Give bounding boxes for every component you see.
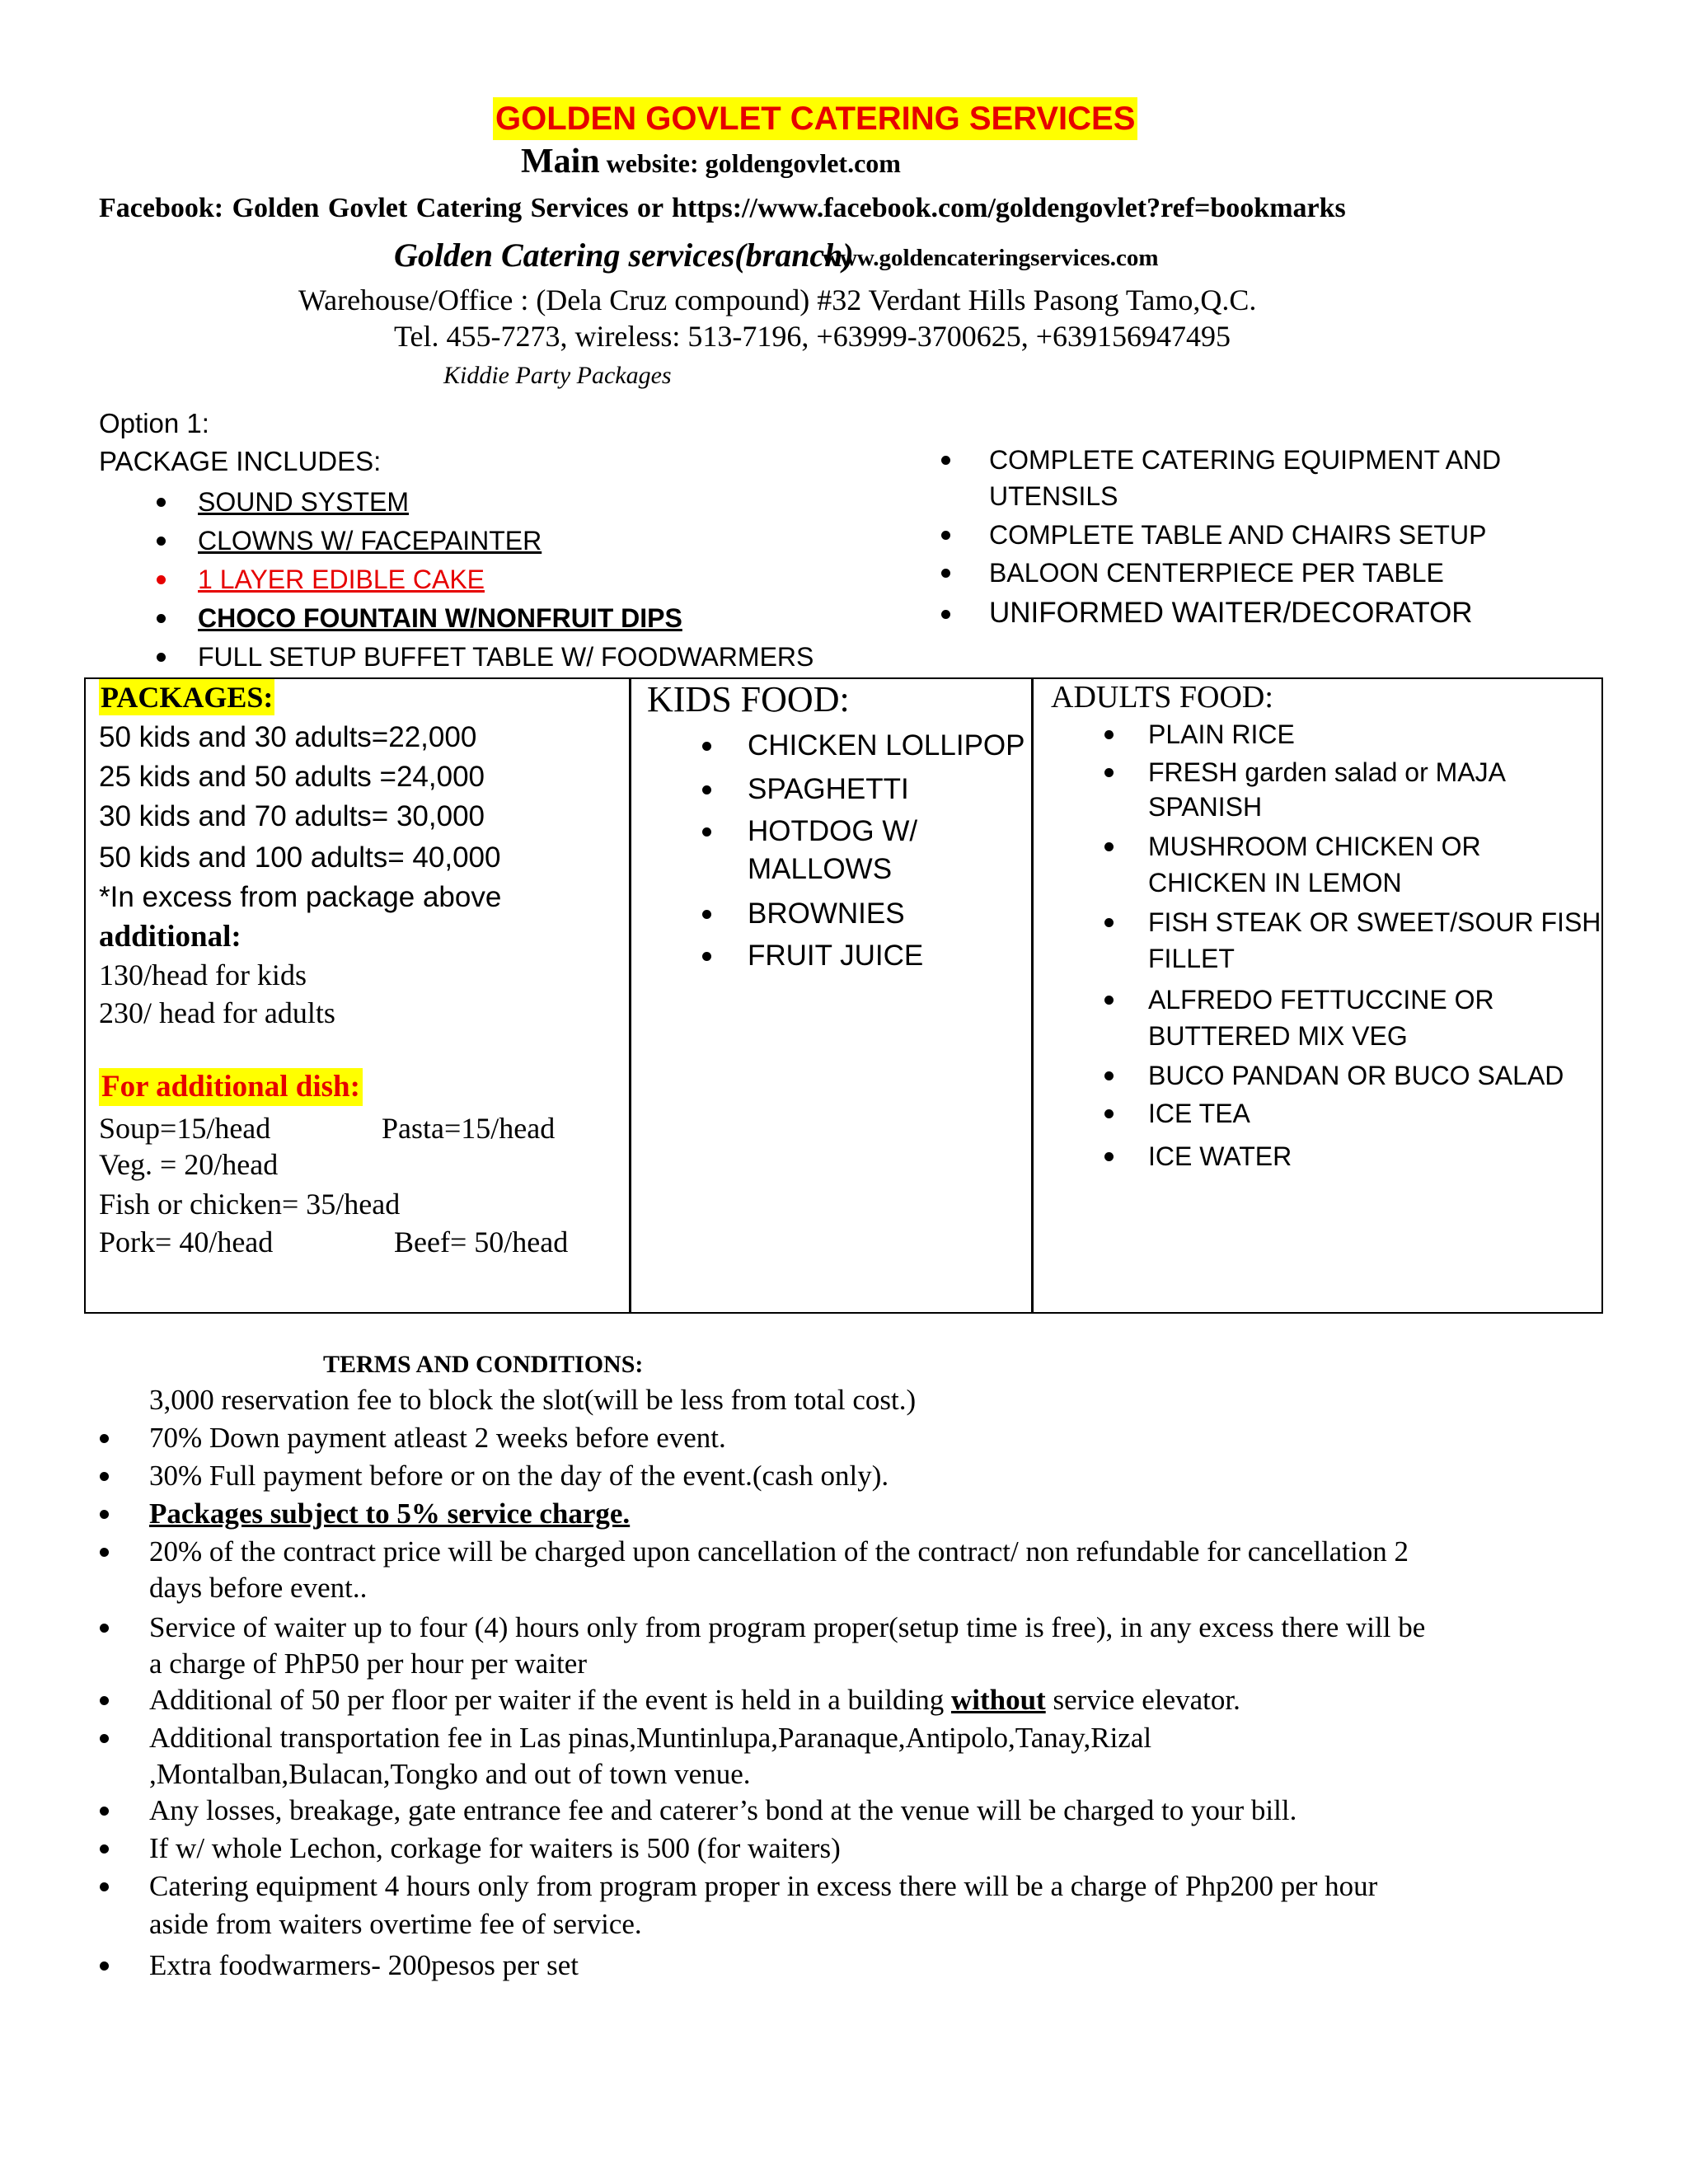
terms-item: Additional transportation fee in Las pinas,Muntinlupa,Paranaque,Antipolo,Tanay,Rizal: [149, 1722, 1152, 1754]
dish-fish: Fish or chicken= 35/head: [99, 1188, 401, 1221]
dish-soup: Soup=15/head: [99, 1112, 271, 1145]
terms-item: aside from waiters overtime fee of service.: [149, 1908, 642, 1940]
package-rate: 50 kids and 30 adults=22,000: [99, 721, 477, 753]
package-rate: 50 kids and 100 adults= 40,000: [99, 841, 501, 874]
adults-food-item: FRESH garden salad or MAJA: [1148, 757, 1506, 787]
adults-food-item: ICE WATER: [1148, 1141, 1292, 1171]
kids-food-item: MALLOWS: [748, 853, 893, 885]
list-item: CHOCO FOUNTAIN W/NONFRUIT DIPS: [157, 599, 814, 638]
kids-food-title: KIDS FOOD:: [647, 679, 850, 719]
includes-right-item: UNIFORMED WAITER/DECORATOR: [989, 597, 1473, 629]
terms-item: Service of waiter up to four (4) hours only from program proper(setup time is free), in any excess there will be: [149, 1611, 1426, 1643]
additional-dish-title: For additional dish:: [99, 1068, 363, 1106]
without-emphasis: without: [950, 1684, 1046, 1716]
adults-food-item: BUCO PANDAN OR BUCO SALAD: [1148, 1061, 1564, 1090]
reservation-fee: 3,000 reservation fee to block the slot(will be less from total cost.): [149, 1384, 917, 1416]
phones: Tel. 455-7273, wireless: 513-7196, +63999-3700625, +639156947495: [394, 320, 1231, 353]
terms-item: Any losses, breakage, gate entrance fee and caterer’s bond at the venue will be charged to your bill.: [149, 1794, 1297, 1826]
package-rate: 25 kids and 50 adults =24,000: [99, 761, 485, 793]
terms-item: Catering equipment 4 hours only from program proper in excess there will be a charge of Php200 per hour: [149, 1870, 1378, 1902]
main-website-line: [521, 145, 901, 180]
includes-left-list: [157, 483, 814, 677]
packages-title: PACKAGES:: [101, 681, 274, 714]
adults-food-item: BUTTERED MIX VEG: [1148, 1021, 1408, 1051]
branch-name: Golden Catering services(branch): [394, 237, 854, 274]
list-item: FULL SETUP BUFFET TABLE W/ FOODWARMERS: [157, 638, 814, 677]
adults-food-item: SPANISH: [1148, 792, 1263, 822]
terms-item: 30% Full payment before or on the day of the event.(cash only).: [149, 1460, 889, 1492]
adults-food-item: ALFREDO FETTUCCINE OR: [1148, 985, 1494, 1015]
adults-food-item: PLAIN RICE: [1148, 719, 1295, 749]
terms-item: Packages subject to 5% service charge.: [149, 1497, 631, 1530]
additional-label: additional:: [99, 920, 241, 954]
includes-right-item: COMPLETE CATERING EQUIPMENT AND: [989, 445, 1502, 475]
terms-item: 70% Down payment atleast 2 weeks before event.: [149, 1422, 726, 1454]
address: Warehouse/Office : (Dela Cruz compound) #32 Verdant Hills Pasong Tamo,Q.C.: [298, 284, 1257, 316]
terms-item: If w/ whole Lechon, corkage for waiters is 500 (for waiters): [149, 1832, 841, 1864]
adults-food-title: ADULTS FOOD:: [1051, 680, 1273, 715]
package-rate: 30 kids and 70 adults= 30,000: [99, 800, 485, 832]
subtitle: Kiddie Party Packages: [443, 362, 672, 389]
adults-food-item: CHICKEN IN LEMON: [1148, 868, 1402, 898]
kids-food-item: CHICKEN LOLLIPOP: [748, 729, 1025, 762]
list-item: CLOWNS W/ FACEPAINTER: [157, 522, 814, 560]
list-item: SOUND SYSTEM: [157, 483, 814, 522]
facebook-line: Facebook: Golden Govlet Catering Services or https://www.facebook.com/goldengovlet?ref=bookmarks: [99, 193, 1346, 223]
includes-right-item: BALOON CENTERPIECE PER TABLE: [989, 558, 1444, 588]
kids-food-item: HOTDOG W/: [748, 815, 918, 847]
terms-item: 20% of the contract price will be charged upon cancellation of the contract/ non refundable for cancellation 2: [149, 1535, 1409, 1568]
kids-food-item: BROWNIES: [748, 898, 905, 930]
terms-item: Additional of 50 per floor per waiter if the event is held in a building without service elevator.: [149, 1684, 1240, 1716]
kids-food-item: FRUIT JUICE: [748, 940, 924, 972]
terms-item: a charge of PhP50 per hour per waiter: [149, 1647, 587, 1680]
adults-food-item: ICE TEA: [1148, 1099, 1250, 1128]
dish-pasta: Pasta=15/head: [382, 1112, 556, 1145]
kids-food-item: SPAGHETTI: [748, 773, 909, 805]
adults-food-item: FISH STEAK OR SWEET/SOUR FISH: [1148, 907, 1601, 937]
main-website: website: goldengovlet.com: [599, 148, 901, 178]
company-name: GOLDEN GOVLET CATERING SERVICES: [495, 101, 1136, 137]
option-title: Option 1:: [99, 408, 209, 438]
main-label: Main: [521, 143, 600, 180]
excess-note: *In excess from package above: [99, 881, 502, 913]
terms-item: days before event..: [149, 1572, 368, 1604]
includes-right-item: UTENSILS: [989, 481, 1118, 511]
package-includes-label: PACKAGE INCLUDES:: [99, 446, 382, 476]
adults-food-item: MUSHROOM CHICKEN OR: [1148, 832, 1481, 861]
dish-beef: Beef= 50/head: [394, 1226, 569, 1258]
terms-title: TERMS AND CONDITIONS:: [323, 1351, 644, 1378]
list-item: 1 LAYER EDIBLE CAKE: [157, 560, 814, 599]
adults-food-item: FILLET: [1148, 944, 1235, 973]
additional-adults: 230/ head for adults: [99, 996, 335, 1029]
terms-item: ,Montalban,Bulacan,Tongko and out of town venue.: [149, 1758, 751, 1790]
additional-kids: 130/head for kids: [99, 958, 307, 991]
dish-veg: Veg. = 20/head: [99, 1148, 279, 1181]
terms-item: Extra foodwarmers- 200pesos per set: [149, 1949, 579, 1981]
dish-pork: Pork= 40/head: [99, 1226, 274, 1258]
includes-right-item: COMPLETE TABLE AND CHAIRS SETUP: [989, 520, 1487, 550]
branch-website: www.goldencateringservices.com: [823, 245, 1159, 271]
